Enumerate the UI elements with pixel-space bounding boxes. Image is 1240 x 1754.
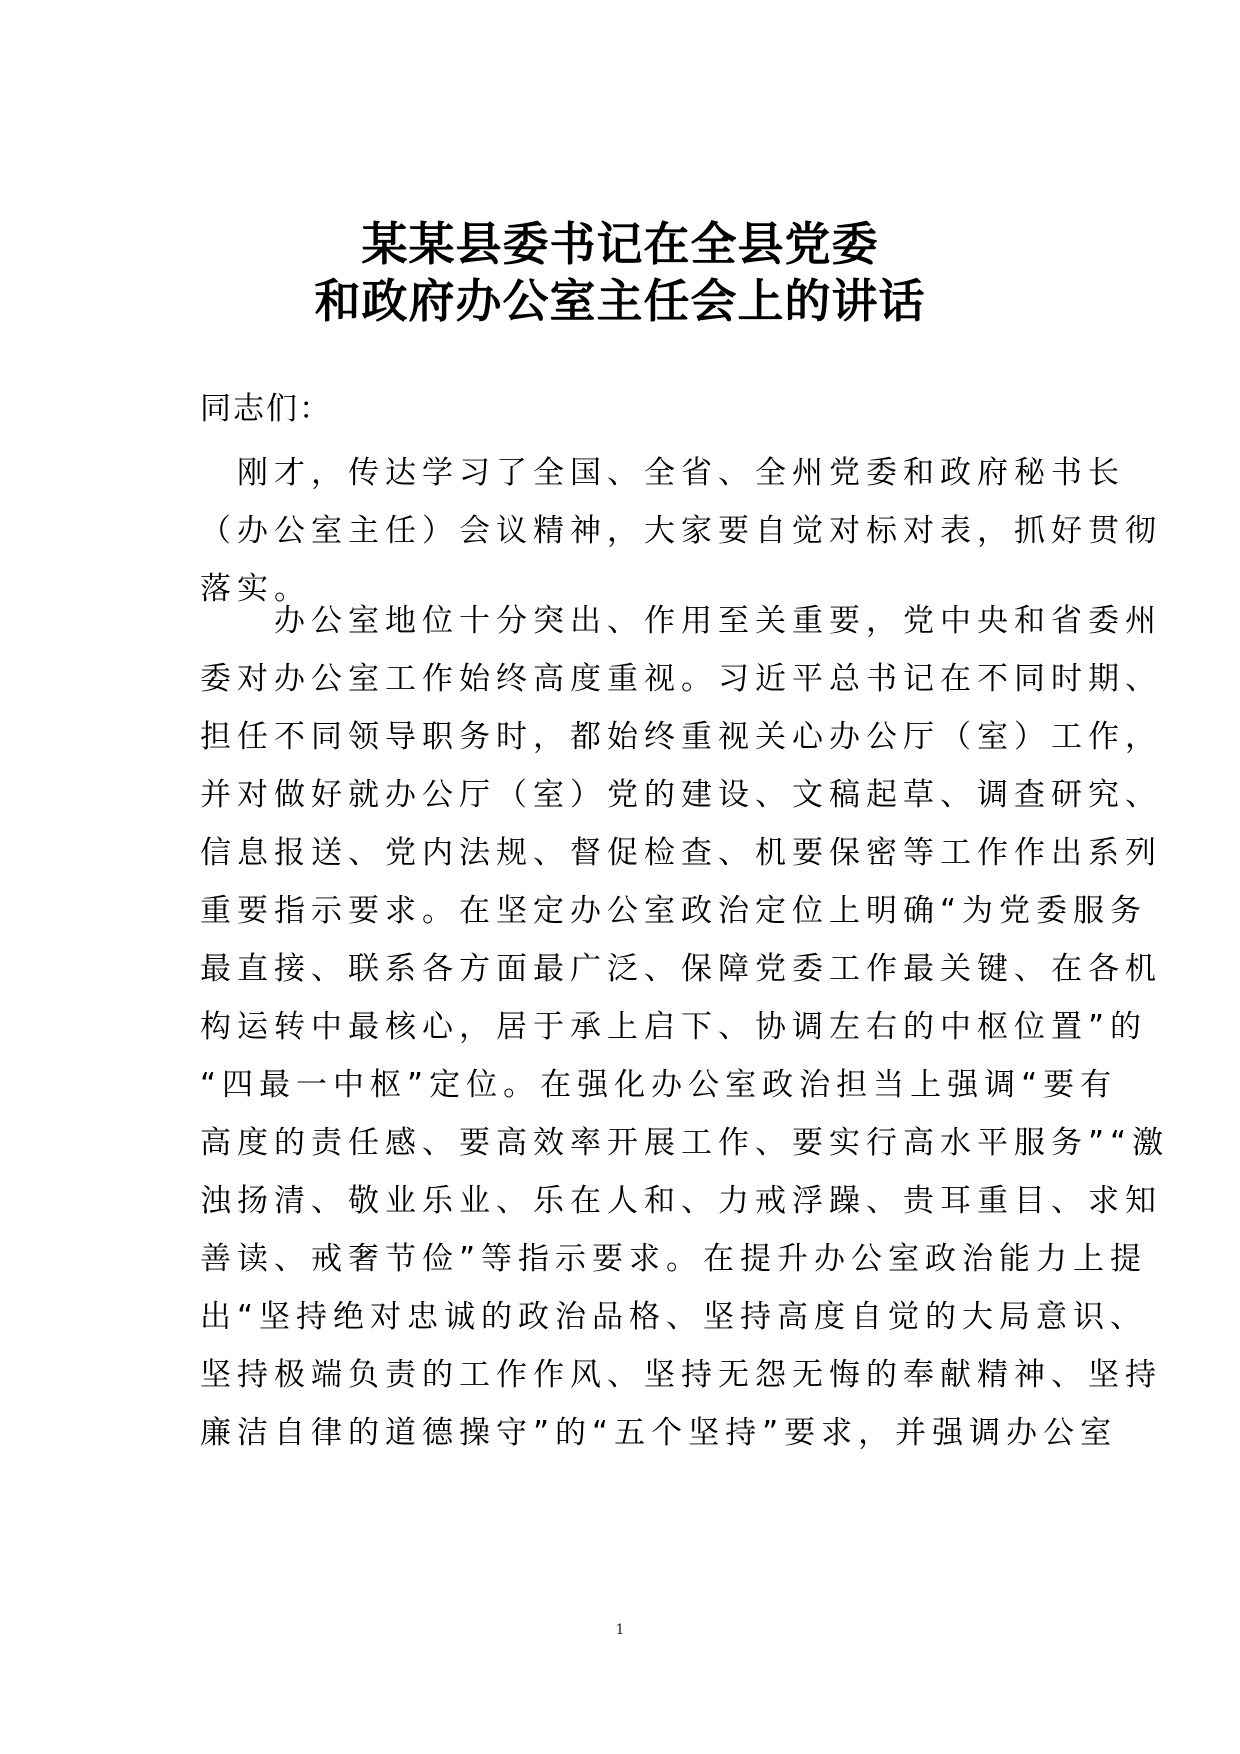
paragraph-line: 坚持极端负责的工作作风、坚持无怨无悔的奉献精神、坚持 (200, 1357, 1162, 1393)
paragraph-line: （办公室主任）会议精神，大家要自觉对标对表，抓好贯彻 (200, 513, 1162, 549)
paragraph-line: 办公室地位十分突出、作用至关重要，党中央和省委州 (200, 603, 1162, 639)
paragraph-line: 委对办公室工作始终高度重视。习近平总书记在不同时期、 (200, 661, 1162, 697)
paragraph-line: 廉洁自律的道德操守”的“五个坚持”要求，并强调办公室 (200, 1415, 1118, 1451)
paragraph-line: 刚才，传达学习了全国、全省、全州党委和政府秘书长 (200, 455, 1125, 491)
paragraph-line: 担任不同领导职务时，都始终重视关心办公厅（室）工作， (200, 719, 1162, 755)
salutation: 同志们： (200, 391, 332, 427)
paragraph-line: 浊扬清、敬业乐业、乐在人和、力戒浮躁、贵耳重目、求知 (200, 1183, 1162, 1219)
page-number: 1 (615, 1622, 625, 1638)
document-title-line-1: 某某县委书记在全县党委 (361, 217, 879, 271)
paragraph-line: 并对做好就办公厅（室）党的建设、文稿起草、调查研究、 (200, 777, 1162, 813)
paragraph-line: 信息报送、党内法规、督促检查、机要保密等工作作出系列 (200, 835, 1162, 871)
paragraph-line: 重要指示要求。在坚定办公室政治定位上明确“为党委服务 (200, 893, 1148, 929)
document-title-line-2: 和政府办公室主任会上的讲话 (314, 274, 926, 328)
paragraph-line: 高度的责任感、要高效率开展工作、要实行高水平服务”“激 (200, 1125, 1170, 1161)
paragraph-line: 出“坚持绝对忠诚的政治品格、坚持高度自觉的大局意识、 (200, 1299, 1148, 1335)
paragraph-line: “四最一中枢”定位。在强化办公室政治担当上强调“要有 (200, 1067, 1118, 1103)
paragraph-line: 善读、戒奢节俭”等指示要求。在提升办公室政治能力上提 (200, 1241, 1148, 1277)
paragraph-line: 落实。 (200, 571, 311, 607)
paragraph-line: 最直接、联系各方面最广泛、保障党委工作最关键、在各机 (200, 951, 1162, 987)
paragraph-line: 构运转中最核心，居于承上启下、协调左右的中枢位置”的 (200, 1009, 1148, 1045)
paragraph-2 (200, 592, 1170, 1462)
